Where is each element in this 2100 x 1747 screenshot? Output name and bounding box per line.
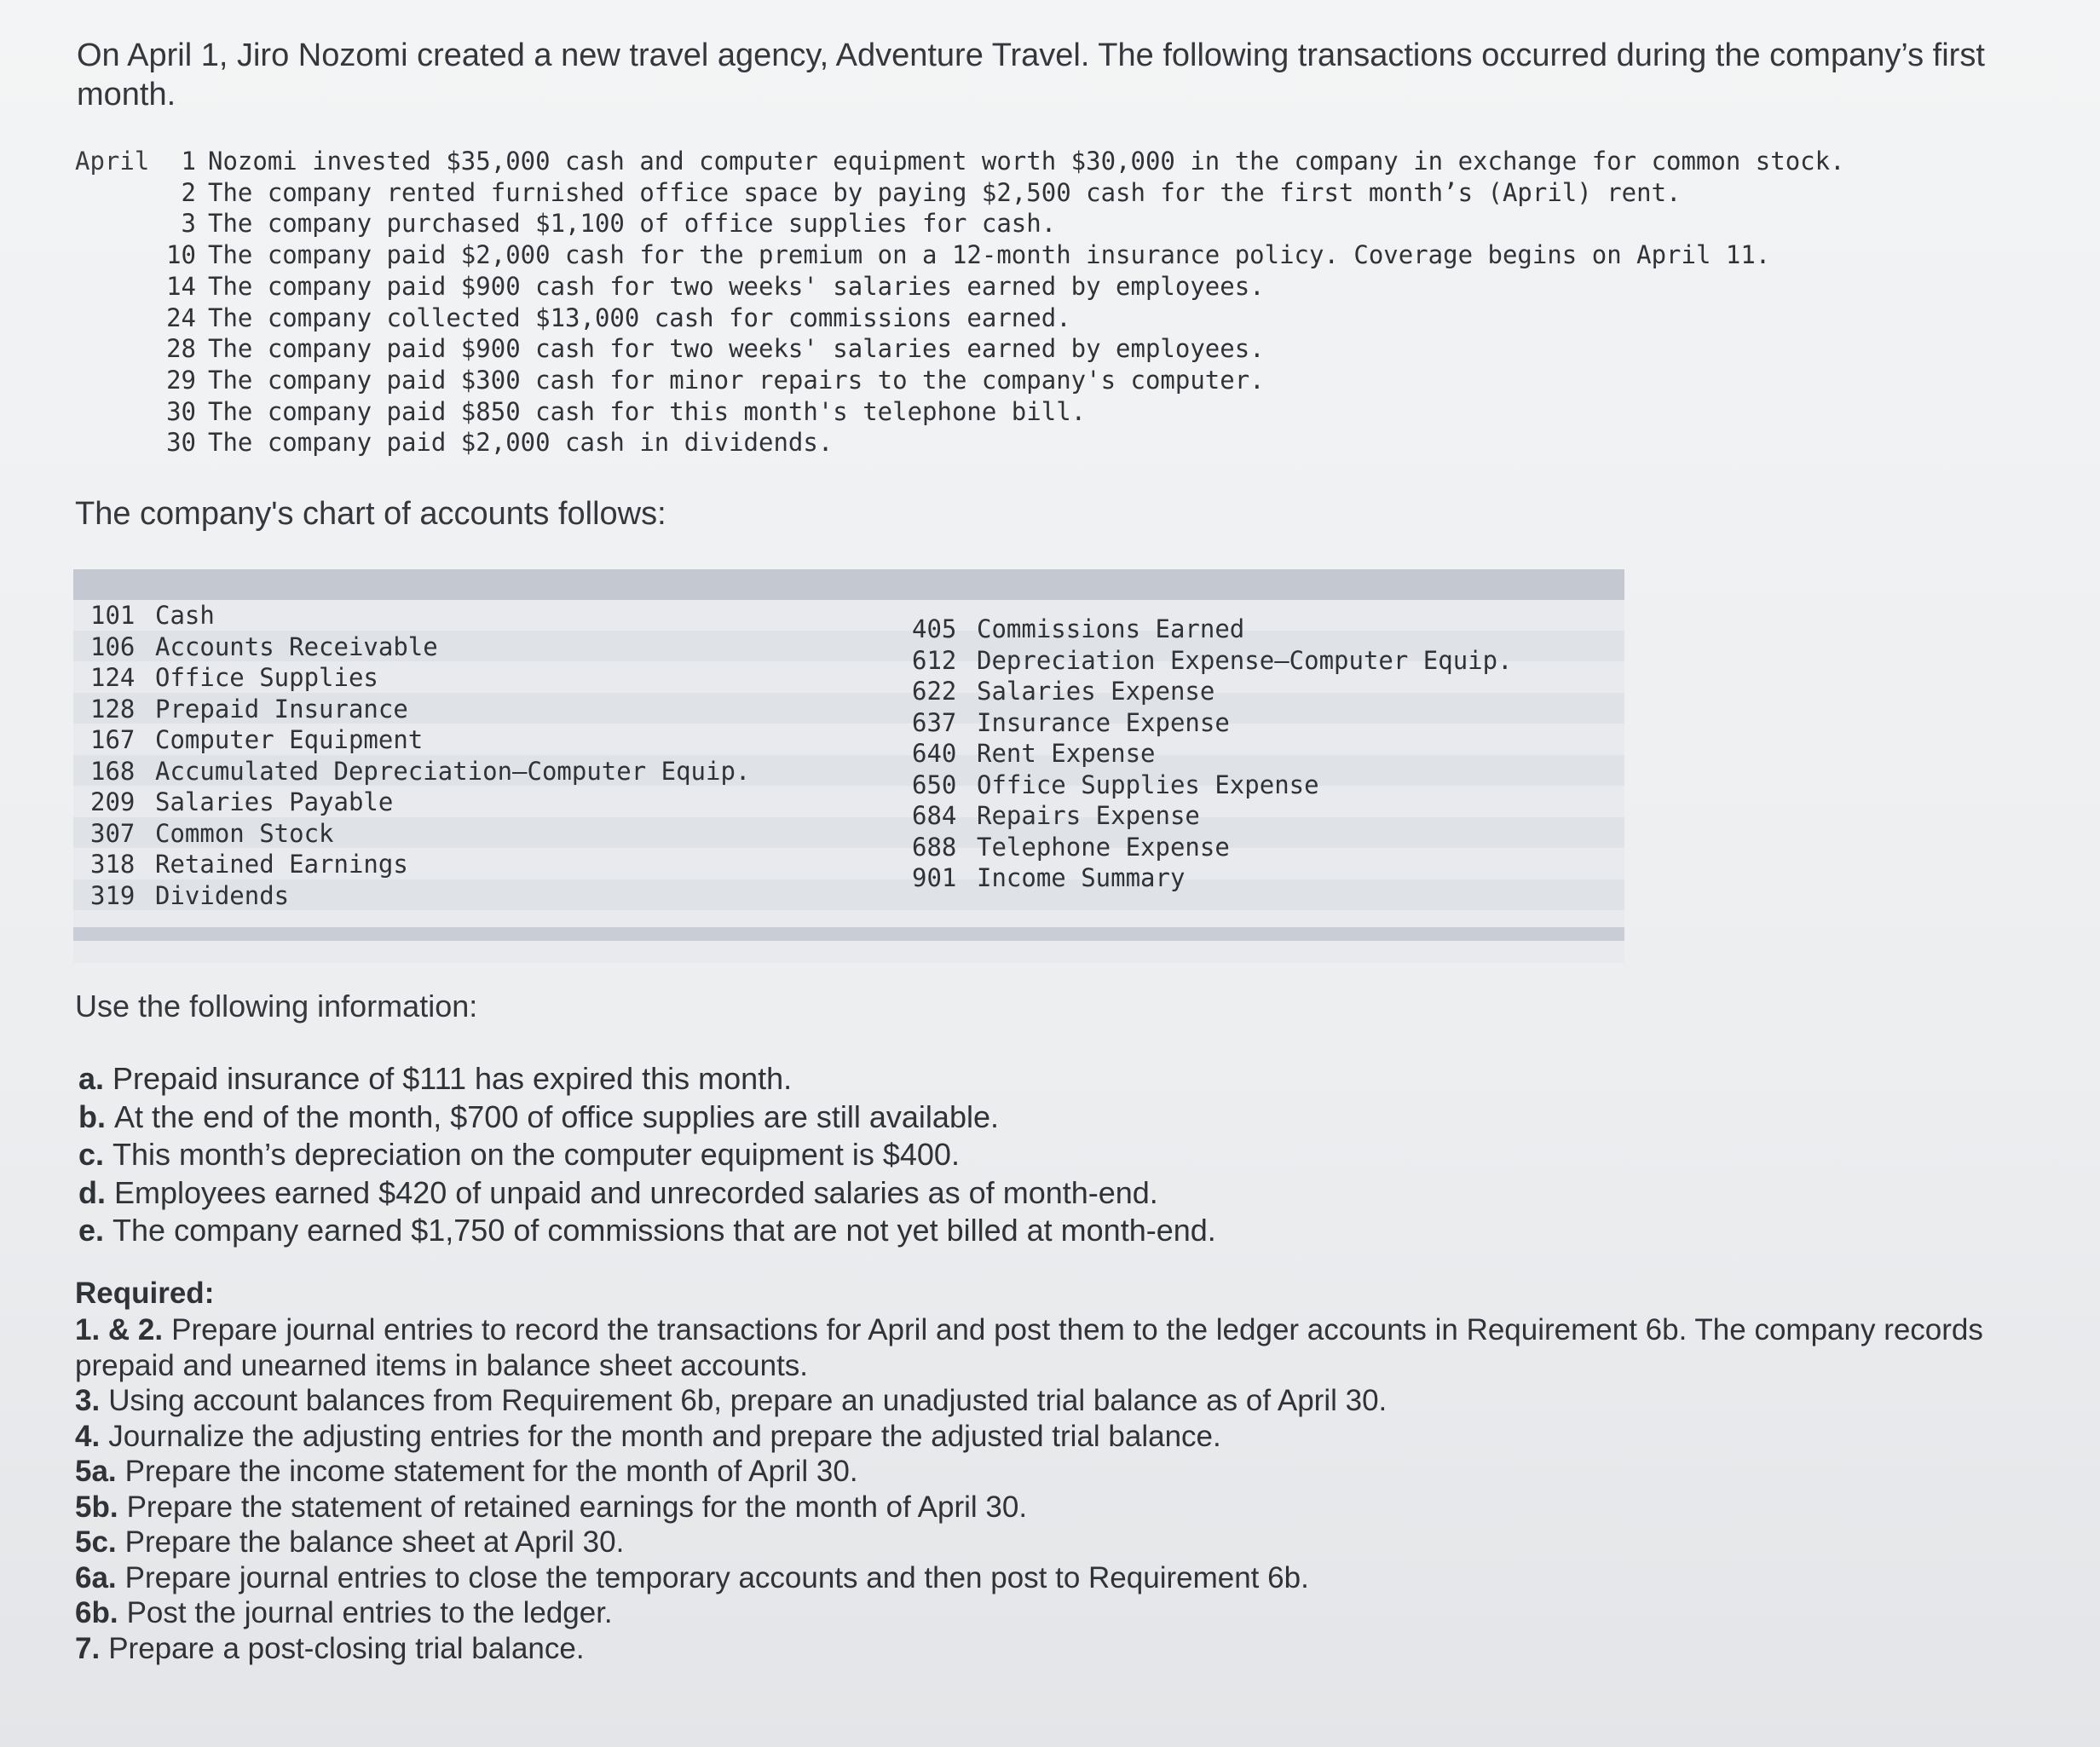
- account-row: [90, 662, 750, 694]
- account-name: Income Summary: [977, 863, 1186, 892]
- transaction-row: [160, 178, 1682, 207]
- required-text: Using account balances from Requirement 6b, prepare an unadjusted trial balance as of April 30.: [108, 1384, 1388, 1417]
- adjustment-item: [78, 1060, 1216, 1098]
- account-name: Commissions Earned: [977, 614, 1245, 643]
- chart-of-accounts-footer-bar: [73, 927, 1624, 941]
- account-row: [90, 818, 750, 850]
- account-name: Depreciation Expense—Computer Equip.: [977, 645, 1513, 675]
- account-row: [912, 614, 1513, 645]
- required-number: 4.: [75, 1419, 101, 1453]
- transaction-day: 24: [166, 303, 196, 332]
- adjustment-letter: c.: [78, 1137, 105, 1172]
- account-number: 128: [90, 694, 136, 724]
- required-item: [75, 1419, 2035, 1455]
- transaction-text: The company paid $850 cash for this month's telephone bill.: [208, 396, 1087, 426]
- adjustment-item: [78, 1098, 1216, 1137]
- account-row: [912, 707, 1513, 739]
- transaction-day: 30: [166, 428, 196, 458]
- account-number: 405: [912, 614, 957, 643]
- required-number: 3.: [75, 1384, 101, 1417]
- transactions-month: April: [75, 147, 150, 176]
- transaction-day: 2: [181, 177, 196, 207]
- account-number: 650: [912, 770, 957, 799]
- adjustment-text: This month’s depreciation on the computer equipment is $400.: [112, 1137, 960, 1172]
- adjustment-letter: a.: [78, 1061, 105, 1096]
- transaction-text: The company paid $900 cash for two weeks' salaries earned by employees.: [208, 334, 1265, 364]
- account-name: Accounts Receivable: [155, 631, 438, 661]
- transaction-row: [160, 428, 833, 457]
- accounts-column-left: [90, 600, 750, 911]
- account-name: Repairs Expense: [977, 801, 1200, 830]
- account-row: [912, 800, 1513, 832]
- account-number: 612: [912, 645, 957, 675]
- required-text: Prepare the balance sheet at April 30.: [124, 1525, 625, 1559]
- required-item: [75, 1560, 2035, 1596]
- transaction-day: 29: [166, 365, 196, 395]
- account-row: [90, 787, 750, 818]
- use-info-label: Use the following information:: [75, 989, 478, 1023]
- transaction-row: [160, 366, 1265, 395]
- account-row: [90, 600, 750, 631]
- account-name: Insurance Expense: [977, 707, 1230, 737]
- account-name: Office Supplies Expense: [977, 770, 1319, 799]
- adjustment-item: [78, 1136, 1216, 1174]
- adjustment-item: [78, 1212, 1216, 1250]
- account-name: Office Supplies: [155, 663, 378, 692]
- account-row: [90, 756, 750, 787]
- adjustment-item: [78, 1174, 1216, 1213]
- required-title: Required:: [75, 1277, 215, 1310]
- required-item: [75, 1525, 2035, 1560]
- account-number: 637: [912, 707, 957, 737]
- required-number: 7.: [75, 1631, 101, 1665]
- account-number: 124: [90, 663, 136, 692]
- account-number: 622: [912, 677, 957, 706]
- required-section: [75, 1275, 2035, 1666]
- transaction-day: 1: [181, 147, 196, 176]
- account-name: Cash: [155, 601, 215, 630]
- adjustments-list: [78, 1060, 1216, 1250]
- transaction-text: The company collected $13,000 cash for commissions earned.: [208, 303, 1071, 332]
- account-number: 106: [90, 631, 136, 661]
- account-name: Rent Expense: [977, 739, 1156, 768]
- required-item: [75, 1631, 2035, 1667]
- transaction-text: The company paid $2,000 cash in dividends.: [208, 428, 834, 458]
- adjustment-letter: d.: [78, 1174, 106, 1210]
- account-row: [90, 849, 750, 880]
- account-row: [912, 862, 1513, 894]
- transaction-text: The company paid $300 cash for minor repairs to the company's computer.: [208, 365, 1265, 395]
- account-name: Salaries Expense: [977, 677, 1215, 706]
- required-number: 6b.: [75, 1596, 118, 1629]
- transaction-row: [160, 147, 1845, 176]
- required-item: [75, 1383, 2035, 1419]
- transaction-text: The company rented furnished office space by paying $2,500 cash for the first month’s (April) rent.: [208, 177, 1682, 207]
- required-item: [75, 1312, 2035, 1383]
- adjustment-text: The company earned $1,750 of commissions that are not yet billed at month-end.: [112, 1213, 1216, 1248]
- transaction-day: 10: [166, 240, 196, 270]
- required-number: 6a.: [75, 1560, 117, 1594]
- intro-paragraph: On April 1, Jiro Nozomi created a new travel agency, Adventure Travel. The following transactions occurred during the company’s first month.: [77, 37, 1985, 112]
- account-row: [912, 645, 1513, 677]
- account-row: [90, 631, 750, 663]
- account-name: Salaries Payable: [155, 787, 394, 816]
- transaction-row: [160, 334, 1265, 363]
- account-number: 901: [912, 863, 957, 892]
- account-row: [90, 694, 750, 725]
- required-item: [75, 1490, 2035, 1525]
- account-row: [912, 770, 1513, 801]
- account-number: 307: [90, 818, 136, 848]
- adjustment-letter: e.: [78, 1213, 105, 1248]
- adjustment-letter: b.: [78, 1098, 106, 1134]
- adjustment-text: At the end of the month, $700 of office supplies are still available.: [114, 1098, 999, 1134]
- account-name: Accumulated Depreciation—Computer Equip.: [155, 756, 751, 786]
- transaction-text: The company paid $2,000 cash for the premium on a 12-month insurance policy. Coverage begins on April 11.: [208, 240, 1771, 270]
- transaction-text: The company purchased $1,100 of office supplies for cash.: [208, 209, 1057, 239]
- required-text: Prepare the statement of retained earnings for the month of April 30.: [126, 1490, 1028, 1524]
- required-number: 5a.: [75, 1455, 117, 1488]
- account-number: 688: [912, 832, 957, 862]
- account-name: Dividends: [155, 880, 290, 910]
- adjustment-text: Employees earned $420 of unpaid and unrecorded salaries as of month-end.: [114, 1174, 1158, 1210]
- transaction-text: Nozomi invested $35,000 cash and computer equipment worth $30,000 in the company in exchange for common stock.: [208, 147, 1845, 176]
- transaction-row: [160, 209, 1056, 238]
- required-number: 5b.: [75, 1490, 118, 1524]
- required-text: Prepare journal entries to close the temporary accounts and then post to Requirement 6b.: [124, 1560, 1309, 1594]
- chart-of-accounts-table: [73, 569, 1624, 963]
- chart-of-accounts-intro: The company's chart of accounts follows:: [75, 496, 666, 532]
- transaction-row: [160, 303, 1071, 332]
- required-text: Prepare the income statement for the month of April 30.: [124, 1455, 858, 1488]
- transaction-day: 28: [166, 334, 196, 364]
- transaction-day: 3: [181, 209, 196, 239]
- transaction-day: 30: [166, 396, 196, 426]
- account-name: Common Stock: [155, 818, 334, 848]
- required-text: Prepare a post-closing trial balance.: [108, 1631, 585, 1665]
- account-number: 640: [912, 739, 957, 768]
- account-number: 684: [912, 801, 957, 830]
- account-number: 319: [90, 880, 136, 910]
- required-number: 5c.: [75, 1525, 117, 1559]
- account-number: 168: [90, 756, 136, 786]
- account-number: 101: [90, 601, 136, 630]
- chart-of-accounts-header-bar: [73, 569, 1624, 600]
- required-text: Post the journal entries to the ledger.: [126, 1596, 613, 1629]
- required-item: [75, 1595, 2035, 1631]
- account-name: Telephone Expense: [977, 832, 1230, 862]
- required-text: Prepare journal entries to record the transactions for April and post them to the ledger accounts in Requirement 6b. The company records prepaid and unearned items in balance sheet accounts.: [75, 1313, 1983, 1382]
- accounts-column-right: [912, 614, 1513, 894]
- account-row: [90, 880, 750, 912]
- required-text: Journalize the adjusting entries for the month and prepare the adjusted trial balance.: [108, 1419, 1221, 1453]
- required-item: [75, 1454, 2035, 1490]
- account-row: [912, 832, 1513, 863]
- account-number: 318: [90, 850, 136, 879]
- account-number: 167: [90, 725, 136, 754]
- required-number: 1. & 2.: [75, 1313, 164, 1346]
- account-row: [912, 676, 1513, 707]
- account-name: Retained Earnings: [155, 850, 408, 879]
- account-row: [90, 724, 750, 756]
- transaction-row: [160, 272, 1265, 301]
- transaction-text: The company paid $900 cash for two weeks' salaries earned by employees.: [208, 271, 1265, 301]
- account-row: [912, 738, 1513, 770]
- transaction-day: 14: [166, 271, 196, 301]
- account-name: Prepaid Insurance: [155, 694, 408, 724]
- adjustment-text: Prepaid insurance of $111 has expired this month.: [112, 1061, 793, 1096]
- account-number: 209: [90, 787, 136, 816]
- account-name: Computer Equipment: [155, 725, 424, 754]
- transaction-row: [160, 240, 1770, 269]
- transaction-row: [160, 397, 1086, 426]
